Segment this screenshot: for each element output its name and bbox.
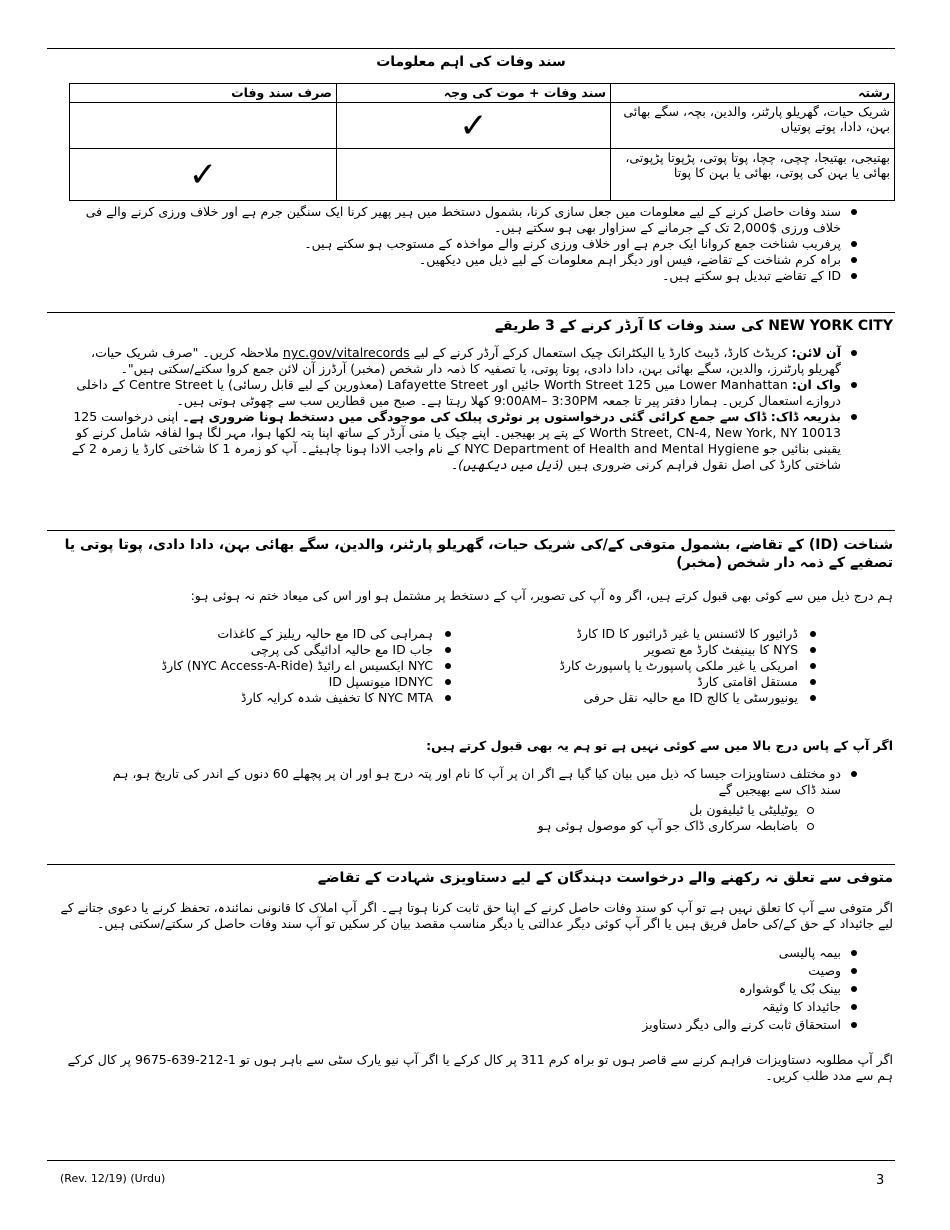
bullet-icon: [851, 350, 857, 356]
table-header-cert-with-cause: سند وفات + موت کی وجہ: [337, 84, 611, 103]
ordering-methods-list: [58, 345, 863, 473]
bullet-icon: [851, 950, 857, 956]
bullet-icon: [851, 414, 857, 420]
section-divider: [47, 312, 895, 313]
important-notes-list: [58, 204, 863, 284]
list-item-online: آن لائن: کریڈٹ کارڈ، ڈیبٹ کارڈ یا الیکٹرانک چیک استعمال کرکے آرڈر کرنے کے لیے nyc.gov/vitalrecords ملاحظہ کریں۔ "صرف شریک حیات، گھریلو پارٹنرز، والدین، سگے بھائی بہن، دادا دادی، پوتا پوتی، یا تصفیہ کا ذمہ دار شخص (مخبر) آرڈرز آن لائن جمع کروا سکتے/سکتی ہیں"۔: [58, 345, 863, 377]
list-item: ID کے تقاضے تبدیل ہو سکتے ہیں۔: [58, 268, 863, 284]
list-item: بینک بُک یا گوشوارہ: [500, 980, 863, 998]
section-divider: [47, 530, 895, 531]
list-item-walk-in: واک ان: Lower Manhattan میں 125 Worth Street جائیں اور Lafayette Street (معذورین کے لیے قابل رسائی) یا Centre Street کے داخلی دروازے استعمال کریں۔ ہمارا دفتر پیر تا جمعہ 9:00AM– 3:30PM کھلا رہتا ہے۔ صبح میں قطاریں سب سے چھوٹی ہوتی ہیں۔: [58, 377, 863, 409]
list-item: جاب ID مع حالیہ ادائیگی کی پرچی: [90, 642, 455, 658]
table-cell-empty: [70, 103, 337, 149]
checkmark-icon: ✓: [337, 103, 611, 149]
table-header-cert-only: صرف سند وفات: [70, 84, 337, 103]
footer-rule: [47, 1160, 895, 1161]
bullet-icon: [851, 968, 857, 974]
bullet-icon: [445, 647, 451, 653]
table-row: [70, 103, 895, 149]
list-item: امریکی یا غیر ملکی پاسپورٹ یا پاسپورٹ کارڈ: [455, 658, 820, 674]
bullet-icon: [810, 679, 816, 685]
table-cell-relationship: بھتیجی، بھتیجا، چچی، چچا، پوتا پوتی، پڑپوتا پڑپوتی، بھائی یا بہن کی پوتی، بھائی یا بہن کا پوتا: [611, 149, 895, 201]
bullet-icon: [851, 771, 857, 777]
list-item: یونیورسٹی یا کالج ID مع حالیہ نقل حرفی: [455, 690, 820, 706]
list-item: پرفریب شناخت جمع کروانا ایک جرم ہے اور خلاف ورزی کرنے والے مواخذہ کے مستوجب ہو سکتے ہیں۔: [58, 236, 863, 252]
list-item: یوٹیلیٹی یا ٹیلیفون بل: [400, 802, 820, 818]
bullet-icon: [810, 631, 816, 637]
list-item-mail: بذریعہ ڈاک: ڈاک سے جمع کرائی گئی درخواستوں پر نوٹری پبلک کی موجودگی میں دستخط ہونا ضروری ہے۔ اپنی درخواست 125 Worth Street, CN-4, New York, NY 10013 کے پتے پر بھیجیں۔ اپنے چیک یا منی آرڈر کے ساتھ اپنا پتہ لکھا ہوا، مہر لگا ہوا لفافہ شامل کرنے کو یقینی بنائیں جو NYC Department of Health and Mental Hygiene کے نام واجب الادا ہونا چاہیئے۔ آپ کو زمرہ 1 کا شاختی کارڈ یا زمرہ 2 کے شاختی کارڈ کی اصل نقول فراہم کرنی ضروری ہیں (ذیل میں دیکھیں)۔: [58, 409, 863, 473]
bullet-icon: [810, 647, 816, 653]
bullet-icon: [810, 663, 816, 669]
bullet-icon: [851, 382, 857, 388]
bullet-icon: [851, 257, 857, 263]
bullet-icon: [810, 695, 816, 701]
section-divider: [47, 864, 895, 865]
bullet-icon: [445, 631, 451, 637]
bullet-icon: [851, 1004, 857, 1010]
alternative-docs-list: [110, 766, 863, 798]
list-item: بیمہ پالیسی: [500, 944, 863, 962]
table-cell-empty: [337, 149, 611, 201]
hollow-bullet-icon: [807, 807, 814, 814]
table-header-relationship: رشتہ: [611, 84, 895, 103]
bullet-icon: [851, 273, 857, 279]
alternative-id-subhead: اگر آپ کے پاس درج بالا میں سے کوئی نہیں ہے تو ہم یہ بھی قبول کرتے ہیں:: [426, 738, 893, 753]
assistance-text: اگر آپ مطلوبہ دستاویزات فراہم کرنے سے قاصر ہوں تو براہ کرم 311 پر کال کرکے یا اگر آپ نیو یارک سٹی سے باہر ہوں تو 1-212-639-9675 پر کال کرکے ہم سے مدد طلب کریں۔: [67, 1052, 893, 1083]
bullet-icon: [445, 695, 451, 701]
accepted-id-columns: [90, 626, 820, 706]
section-title-id-requirements: شناخت (ID) کے تقاضے، بشمول متوفی کے/کی شریک حیات، گھریلو پارٹنر، والدین، سگے بھائی بہن، دادا دادی، پوتا پوتی یا تصفیے کے ذمہ دار شخص (مخبر): [64, 537, 893, 571]
hollow-bullet-icon: [807, 823, 814, 830]
list-item: IDNYC میونسپل ID: [90, 674, 455, 690]
list-item: وصیت: [500, 962, 863, 980]
section-title-ordering-methods: NEW YORK CITY کی سند وفات کا آرڈر کرنے کے 3 طریقے: [494, 318, 893, 334]
non-relative-intro: اگر متوفی سے آپ کا تعلق نہیں ہے تو آپ کو سند وفات حاصل کرنے کے اپنا حق ثابت کرنا ہوتا ہے۔ اگر آپ املاک کا قانونی نمائندہ، تحفظ کرنے یا دعوی جتانے کے لیے جائیداد کے حق کے/کی حامل فریق ہیں یا اگر آپ کوئی دیگر عدالتی یا دیگر مناسب مقصد بیان کر سکیں تو آپ سند وفات حاصل کر سکتے/سکتی ہیں۔: [60, 900, 893, 931]
bullet-icon: [445, 679, 451, 685]
list-item: براہ کرم شناخت کے تقاضے، فیس اور دیگر اہم معلومات کے لیے ذیل میں دیکھیں۔: [58, 252, 863, 268]
list-item: دو مختلف دستاویزات جیسا کہ ذیل میں بیان کیا گیا ہے اگر ان پر آپ کا نام اور پتہ درج ہو اور ان پر پچھلے 60 دنوں کے اندر کی تاریخ ہو، ہم سند ڈاک سے بھیجیں گے: [110, 766, 863, 798]
list-item: استحقاق ثابت کرنے والی دیگر دستاویز: [500, 1016, 863, 1034]
section-title-death-certificate-info: سند وفات کی اہم معلومات: [376, 54, 566, 70]
proof-documents-list: [500, 944, 863, 1034]
table-row: [70, 149, 895, 201]
list-item: NYS کا بینیفٹ کارڈ مع تصویر: [455, 642, 820, 658]
bullet-icon: [851, 241, 857, 247]
top-rule: [47, 48, 895, 49]
checkmark-icon: ✓: [70, 149, 337, 201]
id-intro-text: ہم درج ذیل میں سے کوئی بھی قبول کرتے ہیں، اگر وہ آپ کی تصویر، آپ کے دستخط پر مشتمل ہو اور اس کی میعاد ختم نہ ہوئی ہو:: [190, 588, 893, 603]
list-item: ہمراہی کی ID مع حالیہ ریلیز کے کاغذات: [90, 626, 455, 642]
accepted-id-list-left: [90, 626, 455, 706]
accepted-id-list-right: [455, 626, 820, 706]
section-title-non-relative-requirements: متوفی سے تعلق نہ رکھنے والے درخواست دہندگان کے لیے دستاویزی شہادت کے تقاضے: [317, 870, 893, 886]
revision-label: (Rev. 12/19) (Urdu): [60, 1172, 166, 1185]
list-item: جائیداد کا وثیقہ: [500, 998, 863, 1016]
bullet-icon: [851, 209, 857, 215]
bullet-icon: [851, 986, 857, 992]
bullet-icon: [851, 1022, 857, 1028]
alternative-docs-sublist: [400, 802, 820, 834]
list-item: مستقل اقامتی کارڈ: [455, 674, 820, 690]
list-item: ڈرائیور کا لائسنس یا غیر ڈرائیور کا ID کارڈ: [455, 626, 820, 642]
eligibility-table: [69, 83, 895, 201]
table-cell-relationship: شریک حیات، گھریلو پارٹنر، والدین، بچہ، سگے بھائی بہن، دادا، پوتے پوتیاں: [611, 103, 895, 149]
vitalrecords-link[interactable]: nyc.gov/vitalrecords: [282, 345, 410, 360]
list-item: سند وفات حاصل کرنے کے لیے معلومات میں جعل سازی کرنا، بشمول دستخط میں ہیر پھیر کرنا ایک سنگین جرم ہے اور خلاف ورزی کرنے والے فی خلاف ورزی $2,000 تک کے جرمانے کے سزاوار بھی ہو سکتے ہیں۔: [58, 204, 863, 236]
list-item: NYC ایکسیس اے رائیڈ (NYC Access-A-Ride) کارڈ: [90, 658, 455, 674]
list-item: باضابطہ سرکاری ڈاک جو آپ کو موصول ہوئی ہو: [400, 818, 820, 834]
list-item: NYC MTA کا تخفیف شدہ کرایہ کارڈ: [90, 690, 455, 706]
page-number: 3: [876, 1173, 885, 1188]
bullet-icon: [445, 663, 451, 669]
table-header-row: [70, 84, 895, 103]
